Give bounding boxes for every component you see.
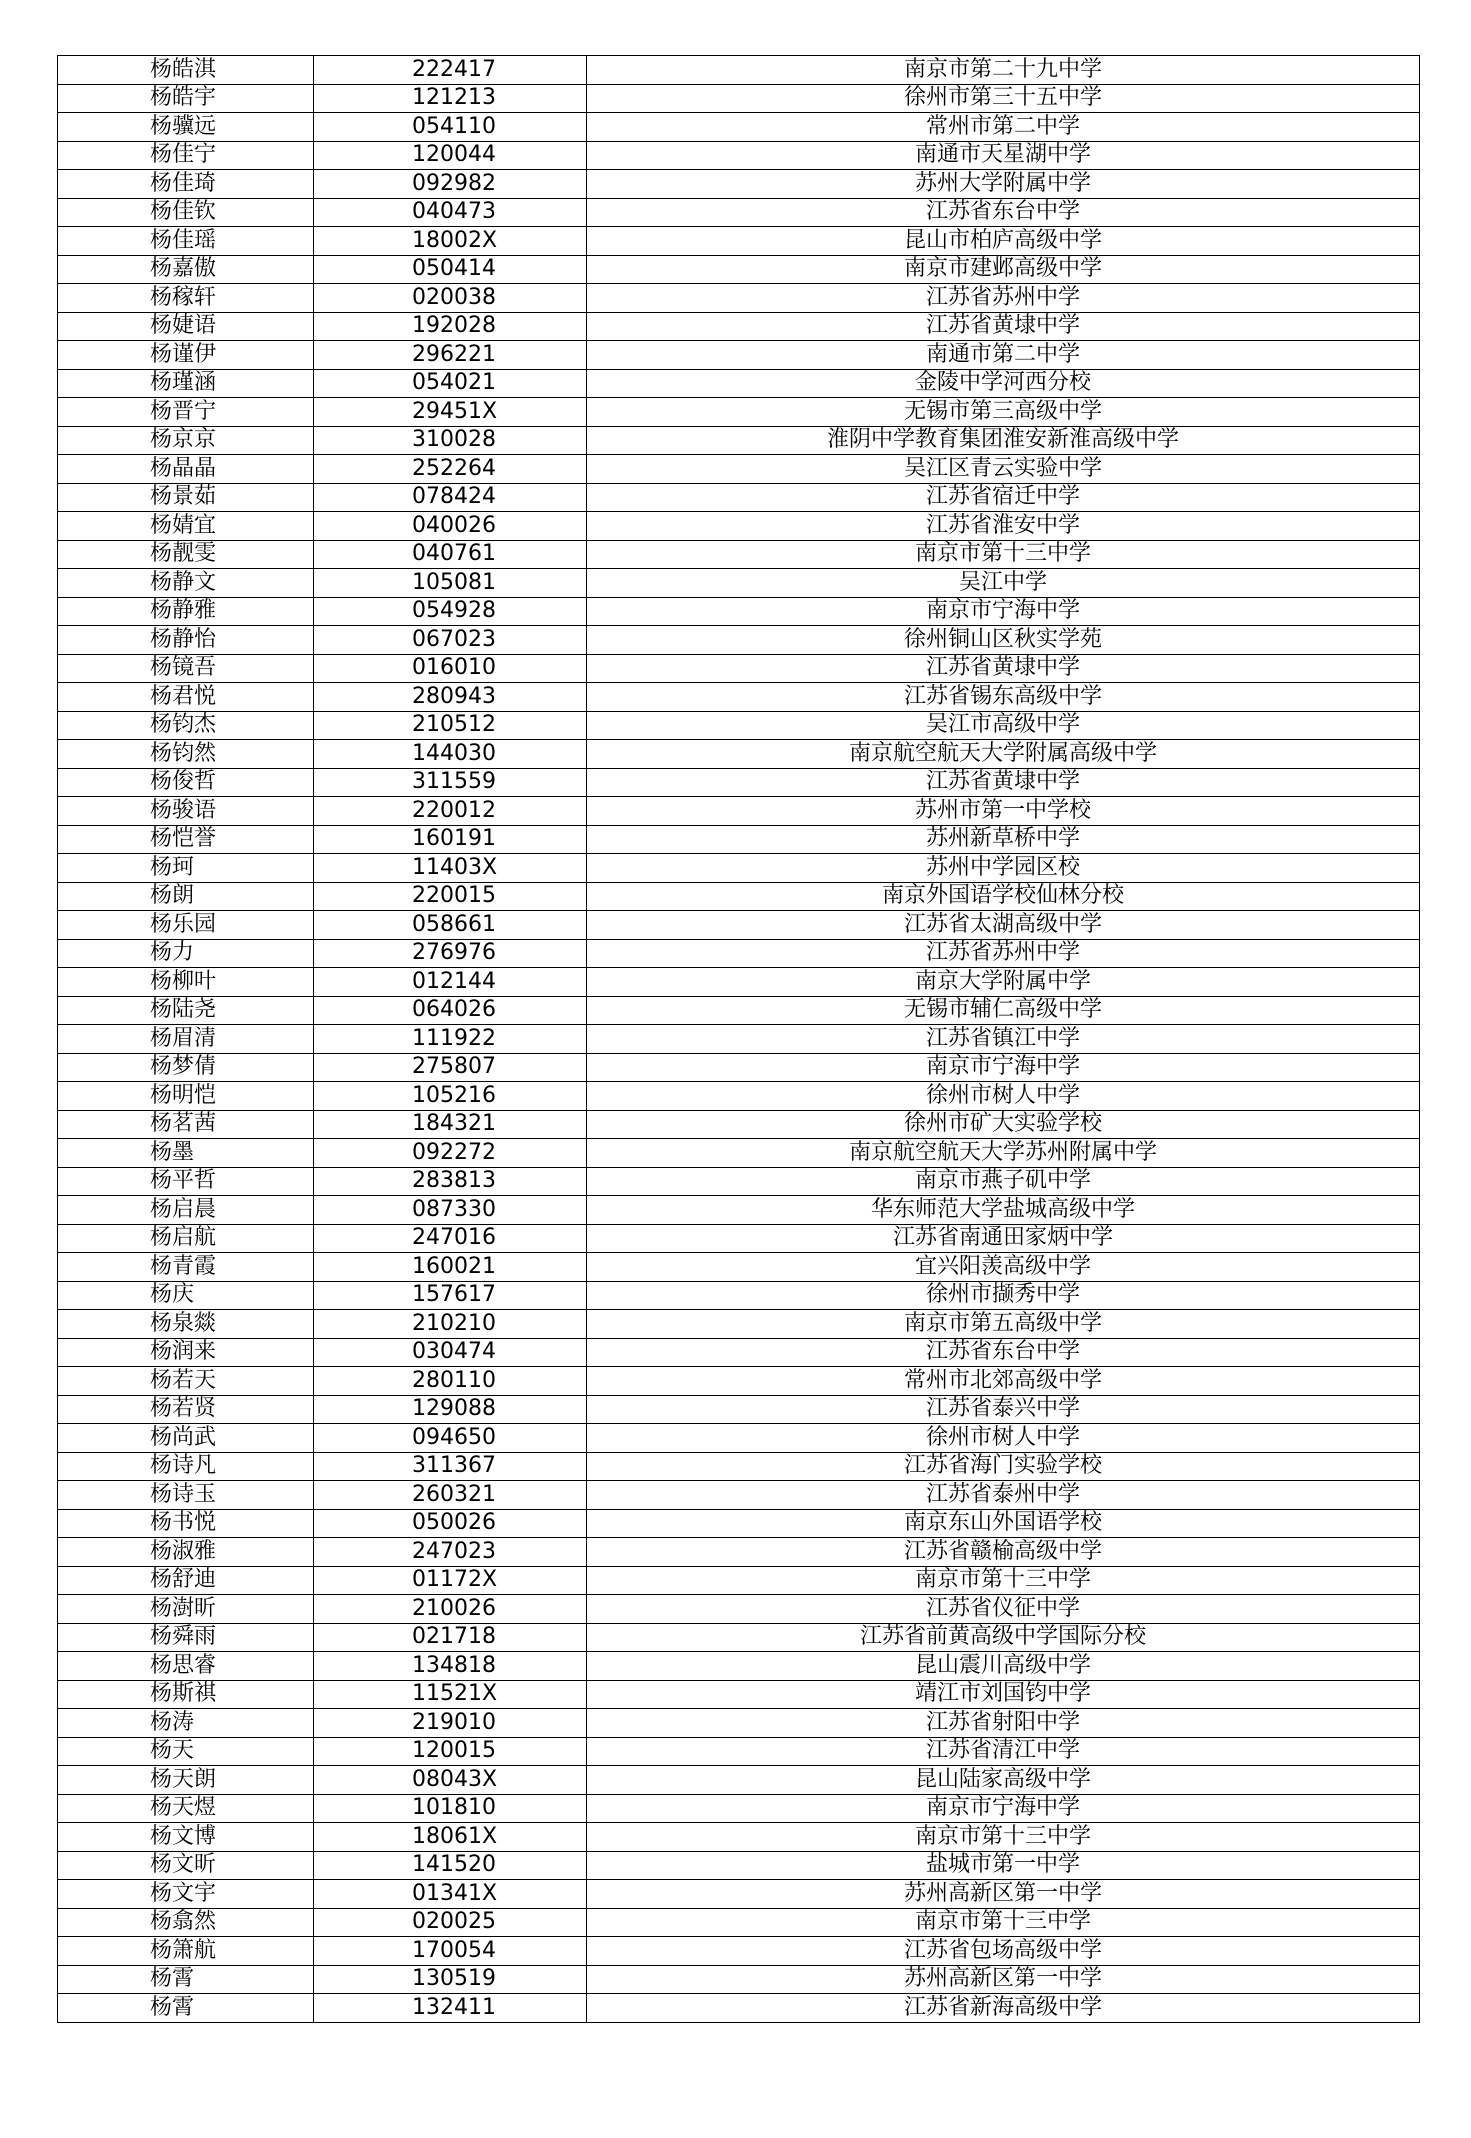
school-name-cell: 江苏省镇江中学 [587, 1025, 1420, 1054]
student-name-cell: 杨谨伊 [58, 341, 314, 370]
school-name-cell: 华东师范大学盐城高级中学 [587, 1196, 1420, 1225]
table-row [58, 1452, 1420, 1481]
student-code-cell: 210026 [314, 1595, 587, 1624]
table-row [58, 626, 1420, 655]
student-name-cell: 杨天朗 [58, 1766, 314, 1795]
student-name-cell: 杨天 [58, 1737, 314, 1766]
student-code-cell: 184321 [314, 1110, 587, 1139]
school-name-cell: 苏州大学附属中学 [587, 170, 1420, 199]
student-name-cell: 杨平哲 [58, 1167, 314, 1196]
table-row [58, 996, 1420, 1025]
table-row [58, 398, 1420, 427]
student-code-cell: 092982 [314, 170, 587, 199]
table-row [58, 56, 1420, 85]
table-row [58, 113, 1420, 142]
school-name-cell: 江苏省前黄高级中学国际分校 [587, 1623, 1420, 1652]
school-name-cell: 徐州市树人中学 [587, 1082, 1420, 1111]
table-row [58, 569, 1420, 598]
student-code-cell: 105081 [314, 569, 587, 598]
table-row [58, 84, 1420, 113]
table-row [58, 1367, 1420, 1396]
table-row [58, 1566, 1420, 1595]
table-row [58, 1395, 1420, 1424]
school-name-cell: 南京市第十三中学 [587, 540, 1420, 569]
table-row [58, 1680, 1420, 1709]
school-name-cell: 常州市第二中学 [587, 113, 1420, 142]
school-name-cell: 江苏省苏州中学 [587, 939, 1420, 968]
student-code-cell: 220015 [314, 882, 587, 911]
student-name-cell: 杨诗玉 [58, 1481, 314, 1510]
student-name-cell: 杨恺誉 [58, 825, 314, 854]
student-name-cell: 杨涛 [58, 1709, 314, 1738]
student-code-cell: 29451X [314, 398, 587, 427]
student-name-cell: 杨翕然 [58, 1908, 314, 1937]
student-name-cell: 杨皓宇 [58, 84, 314, 113]
table-row [58, 312, 1420, 341]
student-code-cell: 311559 [314, 768, 587, 797]
table-row [58, 1965, 1420, 1994]
student-name-cell: 杨婧宜 [58, 512, 314, 541]
student-code-cell: 120044 [314, 141, 587, 170]
student-code-cell: 160191 [314, 825, 587, 854]
table-row [58, 911, 1420, 940]
school-name-cell: 昆山震川高级中学 [587, 1652, 1420, 1681]
student-name-cell: 杨京京 [58, 426, 314, 455]
student-name-cell: 杨眉清 [58, 1025, 314, 1054]
student-name-cell: 杨明恺 [58, 1082, 314, 1111]
table-row [58, 1224, 1420, 1253]
school-name-cell: 徐州铜山区秋实学苑 [587, 626, 1420, 655]
student-name-cell: 杨静文 [58, 569, 314, 598]
school-name-cell: 南通市第二中学 [587, 341, 1420, 370]
school-name-cell: 昆山陆家高级中学 [587, 1766, 1420, 1795]
table-row [58, 1167, 1420, 1196]
table-row [58, 1851, 1420, 1880]
school-name-cell: 苏州中学园区校 [587, 854, 1420, 883]
student-name-cell: 杨骏语 [58, 797, 314, 826]
student-code-cell: 260321 [314, 1481, 587, 1510]
table-row [58, 1509, 1420, 1538]
school-name-cell: 南京大学附属中学 [587, 968, 1420, 997]
student-code-cell: 111922 [314, 1025, 587, 1054]
table-row [58, 255, 1420, 284]
table-row [58, 939, 1420, 968]
table-row [58, 597, 1420, 626]
student-code-cell: 092272 [314, 1139, 587, 1168]
student-code-cell: 144030 [314, 740, 587, 769]
school-name-cell: 盐城市第一中学 [587, 1851, 1420, 1880]
school-name-cell: 苏州市第一中学校 [587, 797, 1420, 826]
student-code-cell: 120015 [314, 1737, 587, 1766]
school-name-cell: 南京市第十三中学 [587, 1823, 1420, 1852]
student-name-cell: 杨文昕 [58, 1851, 314, 1880]
student-name-cell: 杨尚武 [58, 1424, 314, 1453]
school-name-cell: 江苏省射阳中学 [587, 1709, 1420, 1738]
student-name-cell: 杨靓雯 [58, 540, 314, 569]
student-code-cell: 222417 [314, 56, 587, 85]
student-name-cell: 杨文博 [58, 1823, 314, 1852]
student-code-cell: 020038 [314, 284, 587, 313]
student-code-cell: 170054 [314, 1937, 587, 1966]
school-name-cell: 南通市天星湖中学 [587, 141, 1420, 170]
school-name-cell: 江苏省南通田家炳中学 [587, 1224, 1420, 1253]
student-name-cell: 杨茗茜 [58, 1110, 314, 1139]
student-name-cell: 杨俊哲 [58, 768, 314, 797]
student-code-cell: 141520 [314, 1851, 587, 1880]
student-name-cell: 杨书悦 [58, 1509, 314, 1538]
school-name-cell: 江苏省泰兴中学 [587, 1395, 1420, 1424]
student-code-cell: 040473 [314, 198, 587, 227]
table-row [58, 483, 1420, 512]
student-code-cell: 054110 [314, 113, 587, 142]
table-row [58, 1053, 1420, 1082]
school-name-cell: 南京市第十三中学 [587, 1566, 1420, 1595]
school-name-cell: 徐州市矿大实验学校 [587, 1110, 1420, 1139]
table-row [58, 1794, 1420, 1823]
student-code-cell: 094650 [314, 1424, 587, 1453]
student-name-cell: 杨庆 [58, 1281, 314, 1310]
student-name-cell: 杨若贤 [58, 1395, 314, 1424]
school-name-cell: 江苏省苏州中学 [587, 284, 1420, 313]
student-name-cell: 杨青霞 [58, 1253, 314, 1282]
table-row [58, 369, 1420, 398]
student-code-cell: 247023 [314, 1538, 587, 1567]
student-name-cell: 杨舜雨 [58, 1623, 314, 1652]
student-code-cell: 08043X [314, 1766, 587, 1795]
student-name-cell: 杨斯祺 [58, 1680, 314, 1709]
student-name-cell: 杨柳叶 [58, 968, 314, 997]
school-name-cell: 南京市宁海中学 [587, 1794, 1420, 1823]
student-code-cell: 134818 [314, 1652, 587, 1681]
student-code-cell: 01172X [314, 1566, 587, 1595]
school-name-cell: 南京外国语学校仙林分校 [587, 882, 1420, 911]
table-row [58, 1025, 1420, 1054]
table-row [58, 1709, 1420, 1738]
student-name-cell: 杨思睿 [58, 1652, 314, 1681]
school-name-cell: 吴江区青云实验中学 [587, 455, 1420, 484]
student-code-cell: 210512 [314, 711, 587, 740]
student-name-cell: 杨霄 [58, 1994, 314, 2023]
table-row [58, 683, 1420, 712]
table-row [58, 1737, 1420, 1766]
student-code-cell: 050414 [314, 255, 587, 284]
student-code-cell: 054928 [314, 597, 587, 626]
student-name-cell: 杨启晨 [58, 1196, 314, 1225]
student-name-cell: 杨天煜 [58, 1794, 314, 1823]
table-row [58, 1281, 1420, 1310]
school-name-cell: 靖江市刘国钧中学 [587, 1680, 1420, 1709]
table-row [58, 1595, 1420, 1624]
school-name-cell: 苏州高新区第一中学 [587, 1965, 1420, 1994]
school-name-cell: 南京市宁海中学 [587, 1053, 1420, 1082]
school-name-cell: 无锡市第三高级中学 [587, 398, 1420, 427]
student-code-cell: 050026 [314, 1509, 587, 1538]
student-code-cell: 11521X [314, 1680, 587, 1709]
student-code-cell: 296221 [314, 341, 587, 370]
student-name-cell: 杨朗 [58, 882, 314, 911]
table-row [58, 1880, 1420, 1909]
table-row [58, 1338, 1420, 1367]
student-name-cell: 杨梦倩 [58, 1053, 314, 1082]
student-name-cell: 杨诗凡 [58, 1452, 314, 1481]
school-name-cell: 徐州市第三十五中学 [587, 84, 1420, 113]
table-row [58, 654, 1420, 683]
table-row [58, 1823, 1420, 1852]
table-row [58, 1937, 1420, 1966]
table-row [58, 1994, 1420, 2023]
table-row [58, 198, 1420, 227]
student-code-cell: 121213 [314, 84, 587, 113]
school-name-cell: 江苏省清江中学 [587, 1737, 1420, 1766]
school-name-cell: 徐州市树人中学 [587, 1424, 1420, 1453]
student-name-cell: 杨珂 [58, 854, 314, 883]
student-code-cell: 064026 [314, 996, 587, 1025]
school-name-cell: 江苏省东台中学 [587, 198, 1420, 227]
student-name-cell: 杨静怡 [58, 626, 314, 655]
student-name-cell: 杨若天 [58, 1367, 314, 1396]
table-row [58, 1196, 1420, 1225]
student-name-cell: 杨墨 [58, 1139, 314, 1168]
student-code-cell: 192028 [314, 312, 587, 341]
school-name-cell: 南京市第五高级中学 [587, 1310, 1420, 1339]
school-name-cell: 南京东山外国语学校 [587, 1509, 1420, 1538]
table-row [58, 341, 1420, 370]
student-name-cell: 杨泉燚 [58, 1310, 314, 1339]
student-name-cell: 杨君悦 [58, 683, 314, 712]
student-name-cell: 杨晶晶 [58, 455, 314, 484]
school-name-cell: 江苏省海门实验学校 [587, 1452, 1420, 1481]
table-row [58, 227, 1420, 256]
table-row [58, 1110, 1420, 1139]
school-name-cell: 徐州市撷秀中学 [587, 1281, 1420, 1310]
student-name-cell: 杨润来 [58, 1338, 314, 1367]
student-code-cell: 160021 [314, 1253, 587, 1282]
school-name-cell: 苏州高新区第一中学 [587, 1880, 1420, 1909]
student-code-cell: 157617 [314, 1281, 587, 1310]
student-code-cell: 219010 [314, 1709, 587, 1738]
student-name-cell: 杨箫航 [58, 1937, 314, 1966]
student-name-cell: 杨力 [58, 939, 314, 968]
student-name-cell: 杨澍昕 [58, 1595, 314, 1624]
school-name-cell: 江苏省东台中学 [587, 1338, 1420, 1367]
student-name-cell: 杨佳宁 [58, 141, 314, 170]
table-row [58, 1538, 1420, 1567]
student-name-cell: 杨骥远 [58, 113, 314, 142]
table-row [58, 540, 1420, 569]
student-name-cell: 杨嘉傲 [58, 255, 314, 284]
student-code-cell: 132411 [314, 1994, 587, 2023]
school-name-cell: 江苏省黄埭中学 [587, 312, 1420, 341]
student-name-cell: 杨舒迪 [58, 1566, 314, 1595]
table-row [58, 711, 1420, 740]
student-name-cell: 杨镜吾 [58, 654, 314, 683]
table-row [58, 1310, 1420, 1339]
table-row [58, 1908, 1420, 1937]
student-code-cell: 210210 [314, 1310, 587, 1339]
student-name-cell: 杨佳钦 [58, 198, 314, 227]
student-code-cell: 016010 [314, 654, 587, 683]
student-code-cell: 020025 [314, 1908, 587, 1937]
school-name-cell: 江苏省宿迁中学 [587, 483, 1420, 512]
table-row [58, 1766, 1420, 1795]
school-name-cell: 江苏省锡东高级中学 [587, 683, 1420, 712]
student-code-cell: 310028 [314, 426, 587, 455]
student-code-cell: 040761 [314, 540, 587, 569]
school-name-cell: 吴江市高级中学 [587, 711, 1420, 740]
school-name-cell: 南京航空航天大学苏州附属中学 [587, 1139, 1420, 1168]
student-code-cell: 275807 [314, 1053, 587, 1082]
student-code-cell: 280110 [314, 1367, 587, 1396]
school-name-cell: 南京市建邺高级中学 [587, 255, 1420, 284]
student-code-cell: 280943 [314, 683, 587, 712]
student-code-cell: 247016 [314, 1224, 587, 1253]
table-body [58, 56, 1420, 2023]
student-code-cell: 130519 [314, 1965, 587, 1994]
school-name-cell: 金陵中学河西分校 [587, 369, 1420, 398]
student-name-cell: 杨晋宁 [58, 398, 314, 427]
table-row [58, 740, 1420, 769]
table-row [58, 1652, 1420, 1681]
school-name-cell: 吴江中学 [587, 569, 1420, 598]
table-row [58, 455, 1420, 484]
student-code-cell: 021718 [314, 1623, 587, 1652]
school-name-cell: 南京市燕子矶中学 [587, 1167, 1420, 1196]
table-row [58, 1424, 1420, 1453]
student-name-cell: 杨瑾涵 [58, 369, 314, 398]
table-row [58, 854, 1420, 883]
student-code-cell: 311367 [314, 1452, 587, 1481]
student-code-cell: 101810 [314, 1794, 587, 1823]
table-row [58, 1082, 1420, 1111]
school-name-cell: 江苏省泰州中学 [587, 1481, 1420, 1510]
student-code-cell: 067023 [314, 626, 587, 655]
school-name-cell: 江苏省太湖高级中学 [587, 911, 1420, 940]
student-name-cell: 杨景茹 [58, 483, 314, 512]
school-name-cell: 江苏省赣榆高级中学 [587, 1538, 1420, 1567]
table-row [58, 825, 1420, 854]
student-name-cell: 杨淑雅 [58, 1538, 314, 1567]
school-name-cell: 南京市第二十九中学 [587, 56, 1420, 85]
student-code-cell: 18002X [314, 227, 587, 256]
table-row [58, 426, 1420, 455]
school-name-cell: 江苏省包场高级中学 [587, 1937, 1420, 1966]
table-row [58, 797, 1420, 826]
student-code-cell: 276976 [314, 939, 587, 968]
school-name-cell: 宜兴阳羡高级中学 [587, 1253, 1420, 1282]
school-name-cell: 淮阴中学教育集团淮安新淮高级中学 [587, 426, 1420, 455]
table-row [58, 768, 1420, 797]
table-row [58, 968, 1420, 997]
school-name-cell: 江苏省黄埭中学 [587, 768, 1420, 797]
student-code-cell: 058661 [314, 911, 587, 940]
student-name-cell: 杨启航 [58, 1224, 314, 1253]
table-row [58, 1253, 1420, 1282]
table-row [58, 284, 1420, 313]
table-row [58, 882, 1420, 911]
student-code-cell: 18061X [314, 1823, 587, 1852]
student-code-cell: 252264 [314, 455, 587, 484]
student-name-cell: 杨乐园 [58, 911, 314, 940]
student-code-cell: 054021 [314, 369, 587, 398]
student-name-cell: 杨霄 [58, 1965, 314, 1994]
school-name-cell: 江苏省黄埭中学 [587, 654, 1420, 683]
table-row [58, 141, 1420, 170]
student-name-cell: 杨钧然 [58, 740, 314, 769]
student-code-cell: 11403X [314, 854, 587, 883]
student-name-cell: 杨佳瑶 [58, 227, 314, 256]
student-name-cell: 杨陆尧 [58, 996, 314, 1025]
student-name-cell: 杨婕语 [58, 312, 314, 341]
student-name-cell: 杨佳琦 [58, 170, 314, 199]
school-name-cell: 苏州新草桥中学 [587, 825, 1420, 854]
school-name-cell: 南京市宁海中学 [587, 597, 1420, 626]
school-name-cell: 南京航空航天大学附属高级中学 [587, 740, 1420, 769]
student-name-cell: 杨文宇 [58, 1880, 314, 1909]
school-name-cell: 昆山市柏庐高级中学 [587, 227, 1420, 256]
student-code-cell: 030474 [314, 1338, 587, 1367]
school-name-cell: 江苏省仪征中学 [587, 1595, 1420, 1624]
student-name-cell: 杨稼轩 [58, 284, 314, 313]
student-code-cell: 129088 [314, 1395, 587, 1424]
student-code-cell: 283813 [314, 1167, 587, 1196]
student-name-cell: 杨静雅 [58, 597, 314, 626]
school-name-cell: 常州市北郊高级中学 [587, 1367, 1420, 1396]
school-name-cell: 南京市第十三中学 [587, 1908, 1420, 1937]
student-code-cell: 01341X [314, 1880, 587, 1909]
student-code-cell: 040026 [314, 512, 587, 541]
table-row [58, 1139, 1420, 1168]
table-row [58, 512, 1420, 541]
student-code-cell: 220012 [314, 797, 587, 826]
student-code-cell: 078424 [314, 483, 587, 512]
student-code-cell: 087330 [314, 1196, 587, 1225]
student-code-cell: 012144 [314, 968, 587, 997]
table-row [58, 1623, 1420, 1652]
school-name-cell: 无锡市辅仁高级中学 [587, 996, 1420, 1025]
student-table [57, 55, 1420, 2023]
student-name-cell: 杨皓淇 [58, 56, 314, 85]
student-name-cell: 杨钧杰 [58, 711, 314, 740]
table-row [58, 1481, 1420, 1510]
school-name-cell: 江苏省淮安中学 [587, 512, 1420, 541]
student-code-cell: 105216 [314, 1082, 587, 1111]
table-row [58, 170, 1420, 199]
school-name-cell: 江苏省新海高级中学 [587, 1994, 1420, 2023]
